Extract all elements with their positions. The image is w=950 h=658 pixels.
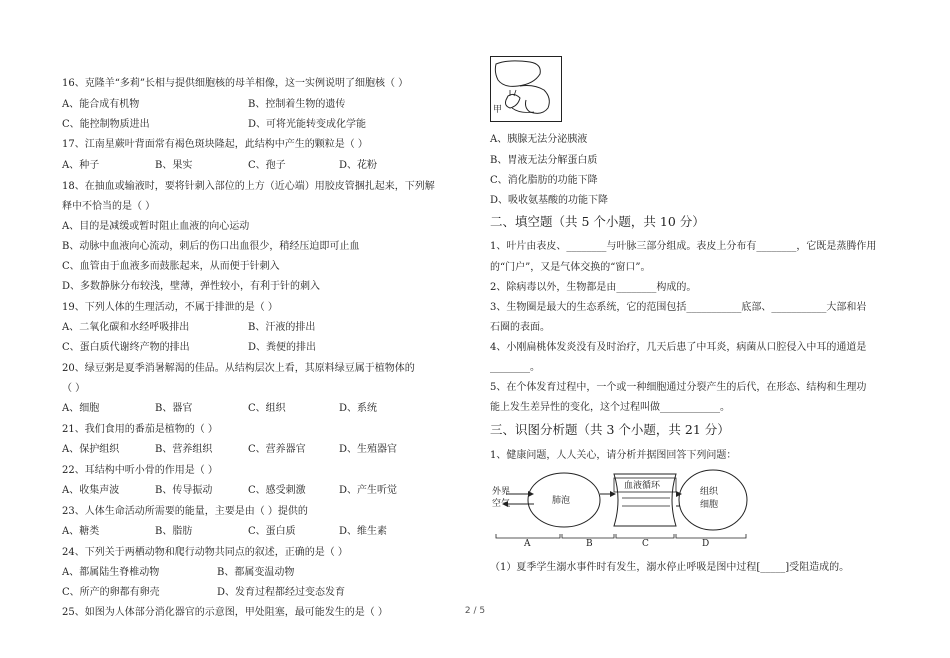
q23-option-d: D、维生素 [339,526,388,537]
fill-2: 2、除病毒以外，生物都是由________构成的。 [490,282,697,293]
question-21: 21、我们食用的番茄是植物的（ ） [62,424,218,435]
fill-5-line-1: 5、在个体发育过程中，一个或一种细胞通过分裂产生的后代，在形态、结构和生理功 [490,382,867,393]
respiration-diagram [490,466,752,552]
fill-4-line-1: 4、小刚扁桃体发炎没有及时治疗，几天后患了中耳炎，病菌从口腔侵入中耳的通道是 [490,342,867,353]
q17-option-a: A、种子 [62,160,100,171]
q17-option-d: D、花粉 [339,160,378,171]
digestive-organ-diagram [490,56,562,122]
q19-option-c: C、蛋白质代谢终产物的排出 [62,342,190,353]
q22-option-d: D、产生听觉 [339,485,398,496]
q22-option-c: C、感受刺激 [248,485,306,496]
section-3-title: 三、识图分析题（共 3 个小题，共 21 分） [490,422,730,437]
label-c: C [642,539,649,549]
q23-option-a: A、糖类 [62,526,100,537]
q16-option-c: C、能控制物质进出 [62,119,150,130]
q25-option-b: B、胃液无法分解蛋白质 [490,155,598,166]
q16-option-d: D、可将光能转变成化学能 [248,119,367,130]
q19-option-d: D、粪便的排出 [248,342,317,353]
q22-option-b: B、传导振动 [155,485,213,496]
q23-option-c: C、蛋白质 [248,526,296,537]
section-2-title: 二、填空题（共 5 个小题，共 10 分） [490,214,705,229]
q16-option-a: A、能合成有机物 [62,99,140,110]
q19-option-b: B、汗液的排出 [248,322,316,333]
label-outside-air: 外界空气 [492,487,511,509]
q25-option-d: D、吸收氨基酸的功能下降 [490,195,609,206]
label-blood-circulation: 血液循环 [624,481,661,491]
label-a: A [524,539,531,549]
fill-3-line-2: 石圈的表面。 [490,322,550,333]
q24-option-b: B、都属变温动物 [217,567,295,578]
q18-option-a: A、目的是减缓或暂时阻止血液的向心运动 [62,221,250,232]
question-16: 16、克隆羊“多莉”长相与提供细胞核的母羊相像，这一实例说明了细胞核（ ） [62,78,409,89]
q18-option-c: C、血管由于血液多而鼓胀起来，从而便于针刺入 [62,261,280,272]
fill-3-line-1: 3、生物圈是最大的生态系统，它的范围包括___________底部、___________大部和岩 [490,302,867,313]
q21-option-b: B、营养组织 [155,444,213,455]
question-18-cont: 释中不恰当的是（ ） [62,201,156,212]
question-20: 20、绿豆粥是夏季消暑解渴的佳品。从结构层次上看，其原料绿豆属于植物体的 [62,363,415,374]
q22-option-a: A、收集声波 [62,485,120,496]
q25-option-a: A、胰腺无法分泌胰液 [490,134,588,145]
q20-option-a: A、细胞 [62,403,100,414]
fill-1-line-1: 1、叶片由表皮、________与叶脉三部分组成。表皮上分布有________，它既是蒸腾作用 [490,241,877,252]
q20-option-d: D、系统 [339,403,378,414]
analysis-q1-intro: 1、健康问题，人人关心，请分析并据图回答下列问题： [490,450,737,461]
q24-option-a: A、都属陆生脊椎动物 [62,567,160,578]
question-20-cont: （ ） [62,383,86,394]
fill-4-line-2: ________。 [490,362,540,373]
question-19: 19、下列人体的生理活动，不属于排泄的是（ ） [62,302,278,313]
q21-option-d: D、生殖器官 [339,444,398,455]
q25-option-c: C、消化脂肪的功能下降 [490,175,598,186]
q17-option-c: C、孢子 [248,160,286,171]
question-23: 23、人体生命活动所需要的能量，主要是由（ ）提供的 [62,506,308,517]
q24-option-d: D、发育过程都经过变态发育 [217,587,346,598]
q23-option-b: B、脂肪 [155,526,193,537]
question-24: 24、下列关于两栖动物和爬行动物共同点的叙述，正确的是（ ） [62,547,348,558]
label-lung: 肺泡 [552,496,571,506]
q24-option-c: C、所产的卵都有卵壳 [62,587,160,598]
diagram-label-jia: 甲 [493,105,503,115]
analysis-q1-sub1: （1）夏季学生溺水事件时有发生，溺水停止呼吸是图中过程[_____]受阻造成的。 [490,562,850,573]
label-tissue-cells: 组织细胞 [700,487,719,510]
q21-option-a: A、保护组织 [62,444,120,455]
q20-option-b: B、器官 [155,403,193,414]
q16-option-b: B、控制着生物的遗传 [248,99,346,110]
q21-option-c: C、营养器官 [248,444,306,455]
label-b: B [586,539,593,549]
q17-option-b: B、果实 [155,160,193,171]
question-22: 22、耳结构中听小骨的作用是（ ） [62,465,218,476]
fill-1-line-2: 的“门户”，又是气体交换的“窗口”。 [490,262,651,273]
page-number: 2 / 5 [464,606,486,616]
fill-5-line-2: 能上发生差异性的变化，这个过程叫做____________。 [490,402,730,413]
q18-option-b: B、动脉中血液向心流动，刺后的伤口出血很少，稍经压迫即可止血 [62,241,360,252]
q19-option-a: A、二氧化碳和水经呼吸排出 [62,322,190,333]
question-18: 18、在抽血或输液时，要将针刺入部位的上方（近心端）用胶皮管捆扎起来，下列解 [62,181,435,192]
q18-option-d: D、多数静脉分布较浅，壁薄，弹性较小，有利于针的刺入 [62,281,321,292]
question-25: 25、如图为人体部分消化器官的示意图，甲处阻塞，最可能发生的是（ ） [62,607,388,618]
q20-option-c: C、组织 [248,403,286,414]
question-17: 17、江南星蕨叶背面常有褐色斑块隆起，此结构中产生的颗粒是（ ） [62,139,368,150]
label-d: D [702,539,710,549]
